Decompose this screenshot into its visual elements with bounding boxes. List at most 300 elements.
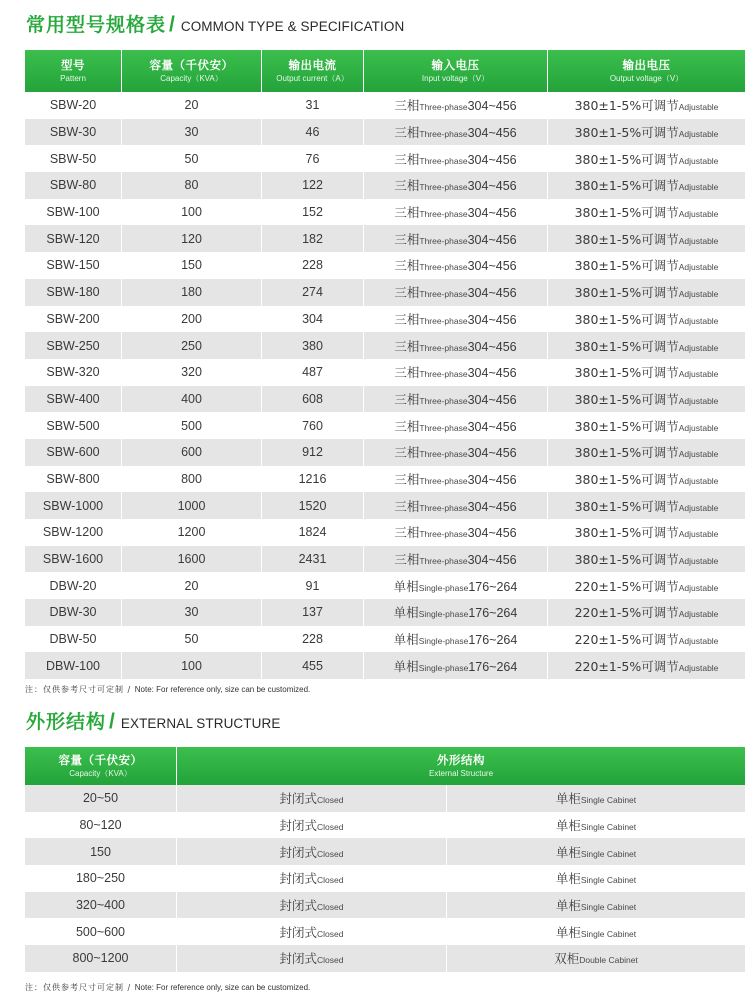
adjustable-label: Adjustable <box>678 395 719 406</box>
voltage-range: 304~456 <box>467 206 517 221</box>
header-external-structure: 外形结构 External Structure <box>177 747 746 785</box>
cell-enclosure-type <box>177 892 447 919</box>
cell-model: SBW-600 <box>25 439 122 466</box>
output-voltage-value: 380±1-5%可调节 <box>574 311 679 327</box>
output-voltage-value: 220±1-5%可调节 <box>574 605 679 621</box>
header-pattern: 型号 Pattern <box>25 50 122 92</box>
output-voltage-value: 380±1-5%可调节 <box>574 418 679 434</box>
table-row <box>25 332 746 359</box>
output-voltage-value: 380±1-5%可调节 <box>574 338 679 354</box>
cell-capacity: 180 <box>122 279 262 306</box>
structure-note <box>25 982 310 993</box>
output-voltage-value: 220±1-5%可调节 <box>574 578 679 594</box>
cell-model: SBW-150 <box>25 252 122 279</box>
output-voltage-value: 380±1-5%可调节 <box>574 445 679 461</box>
cell-capacity: 20 <box>122 92 262 119</box>
phase-en: Three-phase <box>419 529 468 540</box>
cabinet-en: Single Cabinet <box>580 795 637 806</box>
phase-cn: 三相 <box>394 231 420 247</box>
output-voltage-value: 380±1-5%可调节 <box>574 231 679 247</box>
cell-input-voltage <box>364 199 548 226</box>
cell-output-voltage <box>548 252 746 279</box>
phase-cn: 三相 <box>394 338 420 354</box>
table-row <box>25 892 746 919</box>
table-row <box>25 626 746 653</box>
phase-cn: 三相 <box>394 365 420 381</box>
cell-output-voltage <box>548 466 746 493</box>
cell-output-voltage <box>548 492 746 519</box>
cell-input-voltage <box>364 572 548 599</box>
section-title-slash: / <box>109 710 115 733</box>
cell-output-current: 122 <box>262 172 364 199</box>
cell-enclosure-type <box>177 865 447 892</box>
cell-output-voltage <box>548 386 746 413</box>
cell-input-voltage <box>364 252 548 279</box>
cell-output-current: 91 <box>262 572 364 599</box>
cell-input-voltage <box>364 145 548 172</box>
phase-en: Three-phase <box>419 102 468 113</box>
cell-model: SBW-800 <box>25 466 122 493</box>
cell-cabinet <box>447 865 746 892</box>
note-cn: 注：仅供参考尺寸可定制 / <box>25 983 135 992</box>
adjustable-label: Adjustable <box>678 182 719 193</box>
cell-capacity: 250 <box>122 332 262 359</box>
table-row <box>25 466 746 493</box>
cell-input-voltage <box>364 439 548 466</box>
cell-capacity: 30 <box>122 599 262 626</box>
cell-model: SBW-1000 <box>25 492 122 519</box>
voltage-range: 304~456 <box>467 232 517 247</box>
cell-output-voltage <box>548 412 746 439</box>
voltage-range: 304~456 <box>467 286 517 301</box>
phase-cn: 单相 <box>393 578 419 594</box>
phase-cn: 三相 <box>394 498 420 514</box>
cell-model: SBW-50 <box>25 145 122 172</box>
cell-enclosure-type <box>177 918 447 945</box>
cell-model: DBW-20 <box>25 572 122 599</box>
voltage-range: 304~456 <box>467 126 517 141</box>
phase-cn: 三相 <box>394 258 420 274</box>
voltage-range: 304~456 <box>467 526 517 541</box>
table-row <box>25 838 746 865</box>
table-row <box>25 359 746 386</box>
table-row <box>25 785 746 812</box>
cell-model: SBW-100 <box>25 199 122 226</box>
table-row <box>25 599 746 626</box>
enclosure-en: Closed <box>317 902 344 913</box>
adjustable-label: Adjustable <box>678 449 719 460</box>
enclosure-cn: 封闭式 <box>279 951 318 967</box>
table-row <box>25 812 746 839</box>
phase-en: Three-phase <box>419 315 468 326</box>
phase-cn: 三相 <box>394 471 420 487</box>
cell-capacity: 180~250 <box>25 865 177 892</box>
adjustable-label: Adjustable <box>678 129 719 140</box>
spec-table-header-row <box>25 50 746 92</box>
cell-output-voltage <box>548 599 746 626</box>
cabinet-cn: 单柜 <box>555 924 581 940</box>
adjustable-label: Adjustable <box>678 342 719 353</box>
cell-input-voltage <box>364 332 548 359</box>
cell-capacity: 80 <box>122 172 262 199</box>
phase-cn: 三相 <box>394 178 420 194</box>
cell-model: DBW-30 <box>25 599 122 626</box>
enclosure-cn: 封闭式 <box>279 898 318 914</box>
cell-capacity: 500~600 <box>25 918 177 945</box>
cell-input-voltage <box>364 359 548 386</box>
spec-table <box>24 50 746 679</box>
adjustable-label: Adjustable <box>678 609 719 620</box>
adjustable-label: Adjustable <box>678 262 719 273</box>
cell-model: SBW-180 <box>25 279 122 306</box>
phase-en: Three-phase <box>419 129 468 140</box>
cell-output-current: 228 <box>262 626 364 653</box>
table-row <box>25 119 746 146</box>
adjustable-label: Adjustable <box>678 289 719 300</box>
phase-cn: 三相 <box>394 205 420 221</box>
cell-capacity: 50 <box>122 145 262 172</box>
cell-input-voltage <box>364 119 548 146</box>
cell-model: SBW-120 <box>25 225 122 252</box>
cell-model: SBW-80 <box>25 172 122 199</box>
cell-capacity: 1000 <box>122 492 262 519</box>
voltage-range: 176~264 <box>468 633 518 648</box>
cell-capacity: 150 <box>122 252 262 279</box>
spec-note <box>25 684 310 695</box>
cell-output-voltage <box>548 626 746 653</box>
cell-output-current: 380 <box>262 332 364 359</box>
cell-model: SBW-1600 <box>25 546 122 573</box>
cell-input-voltage <box>364 626 548 653</box>
cabinet-cn: 单柜 <box>555 818 581 834</box>
adjustable-label: Adjustable <box>678 209 719 220</box>
cell-capacity: 500 <box>122 412 262 439</box>
table-row <box>25 306 746 333</box>
cell-input-voltage <box>364 546 548 573</box>
cell-input-voltage <box>364 386 548 413</box>
adjustable-label: Adjustable <box>678 582 719 593</box>
phase-en: Three-phase <box>419 155 468 166</box>
cell-capacity: 200 <box>122 306 262 333</box>
phase-en: Three-phase <box>419 289 468 300</box>
cell-output-current: 228 <box>262 252 364 279</box>
table-row <box>25 492 746 519</box>
header-capacity: 容量（千伏安） Capacity（KVA） <box>25 747 177 785</box>
cell-model: DBW-50 <box>25 626 122 653</box>
cell-cabinet <box>447 892 746 919</box>
structure-table <box>24 747 746 972</box>
voltage-range: 304~456 <box>467 472 517 487</box>
cell-output-current: 274 <box>262 279 364 306</box>
phase-en: Three-phase <box>419 449 468 460</box>
cell-output-voltage <box>548 225 746 252</box>
cell-capacity: 100 <box>122 199 262 226</box>
cell-model: SBW-30 <box>25 119 122 146</box>
voltage-range: 304~456 <box>467 99 517 114</box>
header-capacity: 容量（千伏安） Capacity（KVA） <box>122 50 262 92</box>
output-voltage-value: 380±1-5%可调节 <box>574 178 679 194</box>
cell-input-voltage <box>364 279 548 306</box>
cell-model: SBW-200 <box>25 306 122 333</box>
note-en: Note: For reference only, size can be customized. <box>134 685 311 694</box>
cell-output-current: 137 <box>262 599 364 626</box>
output-voltage-value: 380±1-5%可调节 <box>574 98 679 114</box>
output-voltage-value: 380±1-5%可调节 <box>574 285 679 301</box>
phase-cn: 三相 <box>394 525 420 541</box>
output-voltage-value: 220±1-5%可调节 <box>574 632 679 648</box>
table-row <box>25 519 746 546</box>
cell-output-voltage <box>548 652 746 679</box>
cell-output-voltage <box>548 306 746 333</box>
voltage-range: 304~456 <box>467 366 517 381</box>
cell-model: DBW-100 <box>25 652 122 679</box>
cell-output-voltage <box>548 92 746 119</box>
phase-en: Three-phase <box>419 209 468 220</box>
section-title-common-spec <box>26 10 404 37</box>
voltage-range: 176~264 <box>468 606 518 621</box>
cell-output-voltage <box>548 145 746 172</box>
section-title-external-structure <box>26 707 280 734</box>
cabinet-en: Single Cabinet <box>580 875 637 886</box>
cell-capacity: 100 <box>122 652 262 679</box>
adjustable-label: Adjustable <box>678 662 719 673</box>
cell-cabinet <box>447 812 746 839</box>
cabinet-en: Single Cabinet <box>580 822 637 833</box>
cell-enclosure-type <box>177 812 447 839</box>
cell-input-voltage <box>364 172 548 199</box>
phase-en: Three-phase <box>419 235 468 246</box>
cell-input-voltage <box>364 412 548 439</box>
cell-capacity: 1600 <box>122 546 262 573</box>
cell-capacity: 30 <box>122 119 262 146</box>
cell-output-current: 1216 <box>262 466 364 493</box>
phase-cn: 三相 <box>394 125 420 141</box>
table-row <box>25 386 746 413</box>
note-en: Note: For reference only, size can be customized. <box>134 983 311 992</box>
cell-capacity: 320~400 <box>25 892 177 919</box>
cabinet-cn: 双柜 <box>554 951 580 967</box>
phase-en: Three-phase <box>419 342 468 353</box>
cell-output-current: 760 <box>262 412 364 439</box>
cell-enclosure-type <box>177 945 447 972</box>
cell-input-voltage <box>364 225 548 252</box>
cell-model: SBW-20 <box>25 92 122 119</box>
output-voltage-value: 380±1-5%可调节 <box>574 552 679 568</box>
table-row <box>25 652 746 679</box>
enclosure-en: Closed <box>317 955 344 966</box>
cell-capacity: 800 <box>122 466 262 493</box>
cell-cabinet <box>447 838 746 865</box>
cell-capacity: 120 <box>122 225 262 252</box>
cabinet-en: Single Cabinet <box>580 928 637 939</box>
voltage-range: 304~456 <box>467 499 517 514</box>
cell-capacity: 50 <box>122 626 262 653</box>
cell-output-voltage <box>548 572 746 599</box>
cell-output-voltage <box>548 439 746 466</box>
cell-cabinet <box>447 785 746 812</box>
header-output-voltage: 输出电压 Output voltage（V） <box>548 50 746 92</box>
phase-cn: 三相 <box>394 311 420 327</box>
cell-model: SBW-500 <box>25 412 122 439</box>
phase-en: Single-phase <box>418 662 469 673</box>
phase-en: Three-phase <box>419 502 468 513</box>
header-output-current: 输出电流 Output current（A） <box>262 50 364 92</box>
cell-capacity: 800~1200 <box>25 945 177 972</box>
output-voltage-value: 380±1-5%可调节 <box>574 471 679 487</box>
enclosure-cn: 封闭式 <box>279 818 318 834</box>
table-row <box>25 945 746 972</box>
cell-cabinet <box>447 945 746 972</box>
voltage-range: 304~456 <box>467 179 517 194</box>
phase-en: Three-phase <box>419 422 468 433</box>
phase-en: Single-phase <box>418 636 469 647</box>
section-title-cn: 常用型号规格表 <box>26 14 167 36</box>
structure-table-header-row <box>25 747 746 785</box>
cell-output-current: 608 <box>262 386 364 413</box>
enclosure-cn: 封闭式 <box>279 844 318 860</box>
cell-output-voltage <box>548 119 746 146</box>
voltage-range: 304~456 <box>467 446 517 461</box>
cell-output-current: 487 <box>262 359 364 386</box>
adjustable-label: Adjustable <box>678 556 719 567</box>
output-voltage-value: 380±1-5%可调节 <box>574 498 679 514</box>
adjustable-label: Adjustable <box>678 422 719 433</box>
voltage-range: 304~456 <box>467 259 517 274</box>
cell-output-current: 76 <box>262 145 364 172</box>
cell-model: SBW-250 <box>25 332 122 359</box>
table-row <box>25 172 746 199</box>
table-row <box>25 412 746 439</box>
phase-cn: 三相 <box>394 151 420 167</box>
voltage-range: 304~456 <box>467 392 517 407</box>
output-voltage-value: 380±1-5%可调节 <box>574 391 679 407</box>
spec-table-body <box>25 92 746 679</box>
output-voltage-value: 380±1-5%可调节 <box>574 258 679 274</box>
phase-en: Single-phase <box>418 609 469 620</box>
output-voltage-value: 380±1-5%可调节 <box>574 125 679 141</box>
voltage-range: 304~456 <box>467 553 517 568</box>
phase-cn: 单相 <box>393 658 419 674</box>
output-voltage-value: 380±1-5%可调节 <box>574 365 679 381</box>
section-title-cn: 外形结构 <box>26 711 107 733</box>
cell-output-voltage <box>548 172 746 199</box>
cell-output-current: 182 <box>262 225 364 252</box>
cell-capacity: 1200 <box>122 519 262 546</box>
adjustable-label: Adjustable <box>678 636 719 647</box>
cabinet-cn: 单柜 <box>555 871 581 887</box>
cell-enclosure-type <box>177 838 447 865</box>
section-title-en: COMMON TYPE & SPECIFICATION <box>180 19 405 34</box>
voltage-range: 176~264 <box>468 579 518 594</box>
cabinet-cn: 单柜 <box>555 844 581 860</box>
cell-capacity: 600 <box>122 439 262 466</box>
table-row <box>25 918 746 945</box>
cell-output-current: 912 <box>262 439 364 466</box>
phase-cn: 三相 <box>394 391 420 407</box>
adjustable-label: Adjustable <box>678 235 719 246</box>
enclosure-cn: 封闭式 <box>279 924 318 940</box>
phase-cn: 三相 <box>394 98 420 114</box>
cell-output-current: 455 <box>262 652 364 679</box>
cell-capacity: 150 <box>25 838 177 865</box>
cell-output-voltage <box>548 199 746 226</box>
phase-cn: 单相 <box>393 632 419 648</box>
cell-cabinet <box>447 918 746 945</box>
note-cn: 注：仅供参考尺寸可定制 / <box>25 685 135 694</box>
cell-input-voltage <box>364 599 548 626</box>
cabinet-en: Single Cabinet <box>580 848 637 859</box>
phase-en: Three-phase <box>419 369 468 380</box>
phase-en: Three-phase <box>419 395 468 406</box>
cell-input-voltage <box>364 492 548 519</box>
output-voltage-value: 380±1-5%可调节 <box>574 151 679 167</box>
header-input-voltage: 输入电压 Input voltage（V） <box>364 50 548 92</box>
adjustable-label: Adjustable <box>678 369 719 380</box>
voltage-range: 304~456 <box>467 312 517 327</box>
enclosure-en: Closed <box>317 822 344 833</box>
cell-output-current: 152 <box>262 199 364 226</box>
section-title-slash: / <box>169 13 175 36</box>
section-title-en: EXTERNAL STRUCTURE <box>120 716 281 731</box>
cell-input-voltage <box>364 92 548 119</box>
table-row <box>25 572 746 599</box>
cell-input-voltage <box>364 519 548 546</box>
enclosure-en: Closed <box>317 928 344 939</box>
voltage-range: 176~264 <box>468 659 518 674</box>
cabinet-en: Single Cabinet <box>580 902 637 913</box>
phase-cn: 三相 <box>394 445 420 461</box>
phase-cn: 单相 <box>393 605 419 621</box>
phase-en: Three-phase <box>419 182 468 193</box>
output-voltage-value: 380±1-5%可调节 <box>574 525 679 541</box>
cell-model: SBW-1200 <box>25 519 122 546</box>
phase-en: Single-phase <box>418 582 469 593</box>
phase-cn: 三相 <box>394 285 420 301</box>
table-row <box>25 92 746 119</box>
cabinet-cn: 单柜 <box>555 791 581 807</box>
enclosure-en: Closed <box>317 875 344 886</box>
structure-table-body <box>25 785 746 972</box>
enclosure-en: Closed <box>317 848 344 859</box>
cell-output-current: 31 <box>262 92 364 119</box>
cell-output-current: 1824 <box>262 519 364 546</box>
table-row <box>25 279 746 306</box>
table-row <box>25 252 746 279</box>
cell-capacity: 80~120 <box>25 812 177 839</box>
cell-capacity: 320 <box>122 359 262 386</box>
enclosure-cn: 封闭式 <box>279 791 318 807</box>
cabinet-en: Double Cabinet <box>579 955 638 966</box>
cell-capacity: 400 <box>122 386 262 413</box>
adjustable-label: Adjustable <box>678 502 719 513</box>
cell-output-voltage <box>548 519 746 546</box>
voltage-range: 304~456 <box>467 419 517 434</box>
adjustable-label: Adjustable <box>678 155 719 166</box>
adjustable-label: Adjustable <box>678 102 719 113</box>
cell-output-voltage <box>548 546 746 573</box>
table-row <box>25 546 746 573</box>
cell-output-current: 1520 <box>262 492 364 519</box>
cell-output-voltage <box>548 332 746 359</box>
adjustable-label: Adjustable <box>678 475 719 486</box>
table-row <box>25 199 746 226</box>
enclosure-en: Closed <box>317 795 344 806</box>
cell-capacity: 20 <box>122 572 262 599</box>
cell-input-voltage <box>364 306 548 333</box>
voltage-range: 304~456 <box>467 339 517 354</box>
phase-cn: 三相 <box>394 418 420 434</box>
phase-en: Three-phase <box>419 475 468 486</box>
